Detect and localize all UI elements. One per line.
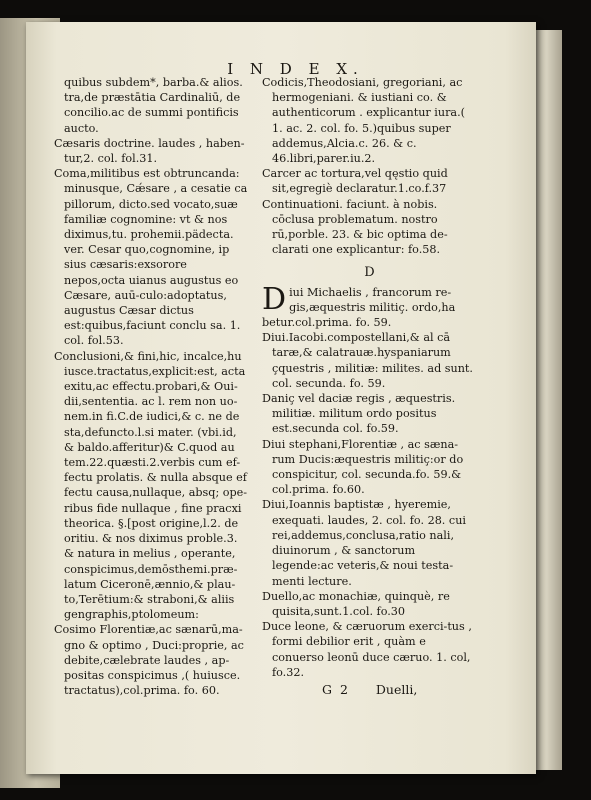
index-entry-text: Daniç vel daciæ regis , æquestris. militiæ. militum ordo positus est.secunda col. fo.59.: [262, 392, 456, 436]
left-column: [54, 75, 250, 698]
index-entry: [54, 75, 250, 136]
index-entry-text: Coma,militibus est obtruncanda: minusque, Cǽsare , a cesatie ca pillorum, dicto.sed vocato,suæ familiæ cognomine: vt & nos diximus,tu. prohemii.pädecta. ver. Cesar quo,cognomine, ip sius cæsaris:exsorore nepos,octa uianus augustus eo Cæsare, auū-culo:adoptatus, augustus Cæsar dictus est:quibus,faciunt conclu sa. 1. col. fol.53.: [54, 167, 248, 348]
index-entry: [54, 136, 250, 166]
index-entry-text: Duce leone, & cæruorum exerci-tus , formi debilior erit , quàm e conuerso leonū duce cæruo. 1. col, fo.32.: [262, 620, 472, 679]
page-header: I N D E X.: [227, 60, 364, 78]
drop-cap: D: [262, 281, 287, 317]
index-entry-text: Continuationi. faciunt. à nobis. cōclusa problematum. nostro rū,porble. 23. & bic optima de-clarati one explicantur: fo.58.: [262, 197, 448, 257]
index-entry: [262, 437, 477, 498]
index-entry-text: quibus subdem*, barba.& alios. tra,de præstātia Cardinaliū, de concilio.ac de summi pontificis aucto.: [64, 76, 243, 135]
index-entry: [54, 622, 250, 698]
index-entry: [262, 166, 477, 196]
index-entry-text: Carcer ac tortura,vel qęstio quid sit,egregiè declaratur.1.co.f.37: [262, 167, 448, 196]
index-entry: [262, 330, 477, 391]
index-entry-text: Diui.Iacobi.compostellani,& al cā taræ,& calatrauæ.hyspaniarum çquestris , militiæ: milites. ad sunt. col. secunda. fo. 59.: [262, 331, 473, 390]
index-entry-text: Codicis,Theodosiani, gregoriani, ac hermogeniani. & iustiani co. & authenticorum . explicantur iura.( 1. ac. 2. col. fo. 5.)quibus super addemus,Alcia.c. 26. & c. 46.libri,parer.iu.2.: [262, 76, 466, 166]
index-entry-text: Conclusioni,& fini,hic, incalce,hu iusce.tractatus,explicit:est, acta exitu,ac effectu.probari,& Oui-dii,sententia. ac l. rem non uo-nem.in fi.C.de iudici,& c. ne de sta,defuncto.l.si mater. (vbi.id, & baldo.afferitur)& C.quod au tem.22.quæsti.2.verbis cum ef-fectu prolatis. & nulla absque ef fectu causa,nullaque, absq; ope-ribus fide nullaque , fine pracxi theorica. §.[post origine,l.2. de oritiu. & nos diximus proble.3. & natura in melius , operante, conspicimus,demōsthemi.præ-latum Ciceronē,ænnio,& plau-to,Terētium:& straboni,& aliis gengraphis,ptolomeum:: [54, 349, 248, 622]
index-entry-text: iui Michaelis , francorum re-gis,æquestris militiç. ordo,ha betur.col.prima. fo. 59.: [262, 285, 456, 330]
index-entry-text: Diui,Ioannis baptistæ , hyeremie, exequati. laudes, 2. col. fo. 28. cui rei,addemus,conclusa,ratio nali, diuinorum , & sanctorum legende:ac veteris,& noui testa-menti lecture.: [262, 498, 466, 588]
page-footer: [322, 682, 417, 697]
index-entry-text: Cosimo Florentiæ,ac sænarū,ma-gno & optimo , Duci:proprie, ac debite,cælebrate laudes , ap-positas conspicimus ,( huiusce. tractatus),col.prima. fo. 60.: [54, 623, 244, 698]
book-fore-edge: [536, 30, 562, 770]
index-entry: [262, 589, 477, 619]
index-entry-text: Duello,ac monachiæ, quinquè, re quisita,sunt.1.col. fo.30: [262, 589, 450, 618]
index-entry-text: Cæsaris doctrine. laudes , haben-tur,2. col. fol.31.: [54, 136, 245, 166]
right-column-top-entries: [262, 75, 477, 257]
index-entry: [262, 619, 477, 680]
index-entry: [262, 497, 477, 588]
signature-mark: G 2: [322, 682, 350, 697]
index-entry-text: Diui stephani,Florentiæ , ac sæna-rum Ducis:æquestris militiç:or do conspicitur, col. secunda.fo. 59.& col.prima. fo.60.: [262, 437, 464, 497]
section-letter: D: [364, 265, 375, 281]
right-column-d-entries: [262, 281, 477, 680]
index-entry: [262, 391, 477, 437]
catchword: Duelli,: [375, 682, 418, 697]
index-entry: [262, 281, 477, 331]
index-entry: [54, 166, 250, 348]
index-entry: [262, 75, 477, 166]
right-column: [262, 75, 477, 680]
index-entry: [262, 197, 477, 258]
index-entry: [54, 349, 250, 623]
